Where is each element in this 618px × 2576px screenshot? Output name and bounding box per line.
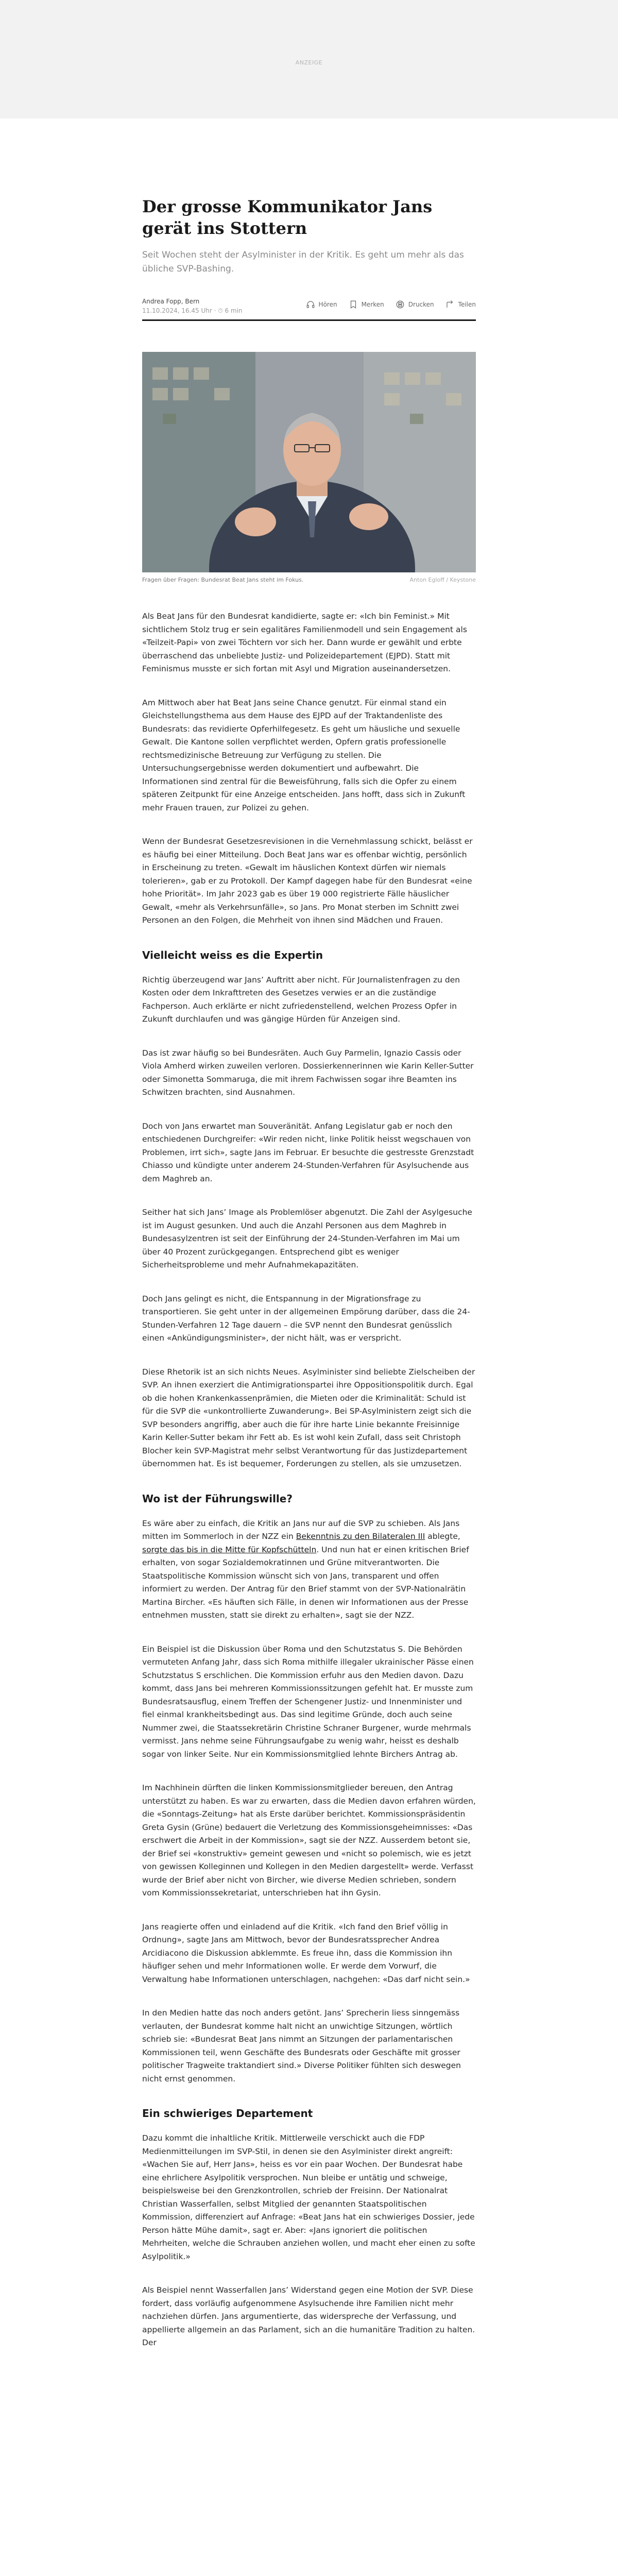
text-run: ablegte, bbox=[425, 1532, 460, 1541]
paragraph-with-links bbox=[142, 1517, 476, 1622]
paragraph: Richtig überzeugend war Jans’ Auftritt aber nicht. Für Journalistenfragen zu den Kosten oder dem Inkrafttreten des Gesetzes verwies er an die zuständige Fachperson. Auch erklärte er nicht zufriedenstellend, welchen Prozess Opfer in Zukunft durchlaufen und was gängige Hürden für Anzeigen sind. bbox=[142, 975, 460, 1024]
ad-banner[interactable] bbox=[0, 0, 618, 118]
headphones-icon bbox=[306, 300, 315, 309]
bookmark-icon bbox=[349, 300, 358, 309]
bookmark-label: Merken bbox=[361, 301, 384, 308]
paragraph: Das ist zwar häufig so bei Bundesräten. Auch Guy Parmelin, Ignazio Cassis oder Viola Amherd wirken zuweilen verloren. Dossierkennerinnen wie Karin Keller-Sutter oder Simonetta Sommaruga, die mit ihrem Fachwissen sogar ihre Beamten ins Schwitzen brachten, sind Ausnahmen. bbox=[142, 1048, 474, 1097]
inline-link-bilaterale[interactable]: Bekenntnis zu den Bilateralen III bbox=[296, 1532, 425, 1541]
text-run: Es wäre aber zu einfach, die Kritik an Jans nur auf die SVP zu schieben. Als Jans mitten im Sommerloch in der NZZ ein bbox=[142, 1518, 460, 1541]
article-meta bbox=[142, 297, 476, 321]
paragraph: Ein Beispiel ist die Diskussion über Roma und den Schutzstatus S. Die Behörden vermuteten Anfang Jahr, dass sich Roma mithilfe illegaler ukrainischer Pässe einen Schutzstatus S erschlichen. Die Kommission erfuhr aus den Medien davon. Dazu kommt, dass Jans bei mehreren Kommissionssitzungen gefehlt hat. Er musste zum Bundesratsausflug, einem Treffen der Schengener Justiz- und Innenminister und fiel einmal krankheitsbedingt aus. Das sind legitime Gründe, doch auch seine Nummer zwei, die Staatssekretärin Christine Schraner Burgener, wurde mehrmals vermisst. Jans nehme seine Führungsaufgabe zu wenig wahr, heisst es deshalb sogar von linker Seite. Nur ein Kommissionsmitglied lehnte Birchers Antrag ab. bbox=[142, 1644, 474, 1759]
print-button[interactable] bbox=[396, 300, 434, 309]
article-headline: Der grosse Kommunikator Jans gerät ins Stottern bbox=[142, 197, 433, 238]
hero-photo bbox=[142, 352, 476, 572]
paragraph: Im Nachhinein dürften die linken Kommissionsmitglieder bereuen, den Antrag unterstützt zu haben. Es war zu erwarten, dass die Medien davon erfahren würden, die «Sonntags-Zeitung» hat als Erste darüber berichtet. Kommissionspräsidentin Greta Gysin (Grüne) bedauert die Verletzung des Kommissionsgeheimnisses: «Das erschwert die Arbeit in der Kommission», sagt sie der NZZ. Ausserdem betont sie, der Brief sei «konstruktiv» gemeint gewesen und «nicht so polemisch, wie es jetzt von gewissen Kolleginnen und Kollegen in den Medien dargestellt» werde. Verfasst wurde der Brief aber nicht von Bircher, wie diverse Medien schrieben, sondern vom Kommissionssekretariat, unterschrieben hat ihn Gysin. bbox=[142, 1783, 476, 1897]
publish-date: 11.10.2024, 16.45 Uhr · ⏱ 6 min bbox=[142, 307, 243, 314]
paragraph: Als Beat Jans für den Bundesrat kandidierte, sagte er: «Ich bin Feminist.» Mit sichtlichem Stolz trug er sein egalitäres Familienmodell und sein Engagement als «Teilzeit-Papi» von zwei Töchtern vor sich her. Dann wurde er gewählt und erbte überraschend das unbeliebte Justiz- und Polizeidepartement (EJPD). Statt mit Feminismus musste er sich fortan mit Asyl und Migration auseinandersetzen. bbox=[142, 612, 467, 673]
byline bbox=[142, 297, 243, 315]
paragraph: Als Beispiel nennt Wasserfallen Jans’ Widerstand gegen eine Motion der SVP. Diese fordert, dass vorläufig aufgenommene Asylsuchende ihre Familien nicht mehr nachziehen dürfen. Jans argumentierte, das widerspreche der Verfassung, und appellierte allgemein an das Parlament, sich an die humanitäre Tradition zu halten. Der bbox=[142, 2285, 475, 2347]
hero-image[interactable] bbox=[142, 352, 476, 572]
share-button[interactable] bbox=[445, 300, 476, 309]
hero-figure bbox=[142, 352, 476, 583]
listen-button[interactable] bbox=[306, 300, 337, 309]
image-credit: Anton Egloff / Keystone bbox=[409, 577, 476, 583]
inline-link-kopfschuetteln[interactable]: sorgte das bis in die Mitte für Kopfschütteln bbox=[142, 1545, 317, 1554]
subheading: Wo ist der Führungswille? bbox=[142, 1492, 293, 1505]
paragraph: Dazu kommt die inhaltliche Kritik. Mittlerweile verschickt auch die FDP Medienmitteilungen im SVP-Stil, in denen sie den Asylminister direkt angreift: «Wachen Sie auf, Herr Jans», heiss es vor ein paar Wochen. Der Bundesrat habe eine ehrlichere Asylpolitik versprochen. Nun bleibe er untätig und schweige, beispielsweise bei den Grenzkontrollen, schrieb der Freisinn. Der Nationalrat Christian Wasserfallen, selbst Mitglied der genannten Staatspolitischen Kommission, differenziert auf Anfrage: «Beat Jans hat ein schwieriges Dossier, jede Person hätte Mühe damit», sagt er. Aber: «Jans ignoriert die politischen Mehrheiten, welche die Schrauben anziehen wollen, und macht eher einen zu softe Asylpolitik.» bbox=[142, 2133, 475, 2261]
paragraph: Seither hat sich Jans’ Image als Problemlöser abgenutzt. Die Zahl der Asylgesuche ist im August gesunken. Und auch die Anzahl Personen aus dem Maghreb in Bundesasylzentren ist seit der Einführung der 24-Stunden-Verfahren im Mai um über 40 Prozent zurückgegangen. Entsprechend gibt es weniger Sicherheitsprobleme und mehr Aufnahmekapazitäten. bbox=[142, 1208, 472, 1269]
article-lead: Seit Wochen steht der Asylminister in der Kritik. Es geht um mehr als das übliche SVP-Bashing. bbox=[142, 250, 464, 274]
article bbox=[142, 118, 476, 2370]
paragraph: Diese Rhetorik ist an sich nichts Neues. Asylminister sind beliebte Zielscheiben der SVP. An ihnen exerziert die Antimigrationspartei ihre Oppositionspolitik durch. Egal ob die hohen Krankenkassenprämien, die Mieten oder die Kriminalität: Schuld ist für die SVP die «unkontrollierte Zuwanderung». Bei SP-Asylministern zeigt sich die SVP besonders angriffig, aber auch die für ihre harte Linie bekannte Freisinnige Karin Keller-Sutter bekam ihr Fett ab. Es ist wohl kein Zufall, dass seit Christoph Blocher kein SVP-Magistrat mehr selbst Verantwortung für das Justizdepartement übernommen hat. Es ist bequemer, Forderungen zu stellen, als sie umzusetzen. bbox=[142, 1367, 475, 1468]
print-icon bbox=[396, 300, 405, 309]
article-actions bbox=[306, 300, 476, 309]
image-caption: Fragen über Fragen: Bundesrat Beat Jans steht im Fokus. bbox=[142, 577, 304, 583]
paragraph: Am Mittwoch aber hat Beat Jans seine Chance genutzt. Für einmal stand ein Gleichstellungsthema aus dem Hause des EJPD auf der Traktandenliste des Bundesrats: das revidierte Opferhilfegesetz. Es geht um häusliche und sexuelle Gewalt. Die Kantone sollen verpflichtet werden, Opfern gratis professionelle rechtsmedizinische Betreuung zur Verfügung zu stellen. Die Untersuchungsergebnisse werden dokumentiert und aufbewahrt. Die Informationen sind zentral für die Beweisführung, falls sich die Opfer zu einem späteren Zeitpunkt für eine Anzeige entscheiden. Jans hofft, dass sich in Zukunft mehr Frauen trauen, zur Polizei zu gehen. bbox=[142, 698, 466, 812]
print-label: Drucken bbox=[408, 301, 434, 308]
subheading: Vielleicht weiss es die Expertin bbox=[142, 948, 323, 961]
paragraph: Doch Jans gelingt es nicht, die Entspannung in der Migrationsfrage zu transportieren. Sie geht unter in der allgemeinen Empörung darüber, dass die 24-Stunden-Verfahren 12 Tage dauern – die SVP nennt den Bundesrat genüsslich einen «Ankündigungsminister», der nicht hält, was er verspricht. bbox=[142, 1294, 470, 1343]
article-body bbox=[142, 610, 476, 2350]
ad-label: ANZEIGE bbox=[295, 59, 323, 66]
paragraph: Doch von Jans erwartet man Souveränität. Anfang Legislatur gab er noch den entschiedenen Durchgreifer: «Wir reden nicht, linke Politik heisst wegschauen von Problemen, irrt sich», sagte Jans im Februar. Er besuchte die gestresste Grenzstadt Chiasso und kündigte unter anderem 24-Stunden-Verfahren für Asylsuchende aus dem Maghreb an. bbox=[142, 1121, 474, 1183]
paragraph: In den Medien hatte das noch anders getönt. Jans’ Sprecherin liess sinngemäss verlauten, der Bundesrat komme halt nicht an unwichtige Sitzungen, wörtlich schrieb sie: «Bundesrat Beat Jans nimmt an Sitzungen der parlamentarischen Kommissionen teil, wenn Geschäfte des Bundesrats oder Geschäfte mit grosser politischer Tragweite traktandiert sind.» Diverse Politiker fühlten sich deswegen nicht ernst genommen. bbox=[142, 2008, 461, 2083]
paragraph: Jans reagierte offen und einladend auf die Kritik. «Ich fand den Brief völlig in Ordnung», sagte Jans am Mittwoch, bevor der Bundesratssprecher Andrea Arcidiacono die Diskussion abklemmte. Es freue ihn, dass die Kommission ihn häufiger sehen und mehr Informationen wolle. Er werde dem Vorwurf, die Verwaltung habe Informationen unterschlagen, nachgehen: «Das darf nicht sein.» bbox=[142, 1922, 470, 1984]
author-name[interactable]: Andrea Fopp, Bern bbox=[142, 298, 200, 305]
image-caption-row bbox=[142, 577, 476, 583]
share-label: Teilen bbox=[458, 301, 476, 308]
listen-label: Hören bbox=[318, 301, 337, 308]
text-run: . Und nun hat er einen kritischen Brief erhalten, von sogar Sozialdemokratinnen und Grüne mitverantworten. Die Staatspolitische Kommission wünscht sich von Jans, transparent und offen informiert zu werden. Der Antrag für den Brief stammt von der SVP-Nationalrätin Martina Bircher. «Es häuften sich Fälle, in denen wir Informationen aus der Presse entnehmen mussten, statt sie direkt zu erhalten», sagt sie der NZZ. bbox=[142, 1545, 469, 1620]
subheading: Ein schwieriges Departement bbox=[142, 2107, 313, 2120]
paragraph: Wenn der Bundesrat Gesetzesrevisionen in die Vernehmlassung schickt, belässt er es häufig bei einer Mitteilung. Doch Beat Jans war es offenbar wichtig, persönlich in Erscheinung zu treten. «Gewalt im häuslichen Kontext dürfen wir niemals tolerieren», gab er zu Protokoll. Der Kampf dagegen habe für den Bundesrat «eine hohe Priorität». Im Jahr 2023 gab es über 19 000 registrierte Fälle häuslicher Gewalt, «mehr als Verkehrsunfälle», so Jans. Pro Monat sterben im Schnitt zwei Personen an den Folgen, die Mehrheit von ihnen sind Mädchen und Frauen. bbox=[142, 837, 473, 925]
share-icon bbox=[445, 300, 455, 309]
bookmark-button[interactable] bbox=[349, 300, 384, 309]
